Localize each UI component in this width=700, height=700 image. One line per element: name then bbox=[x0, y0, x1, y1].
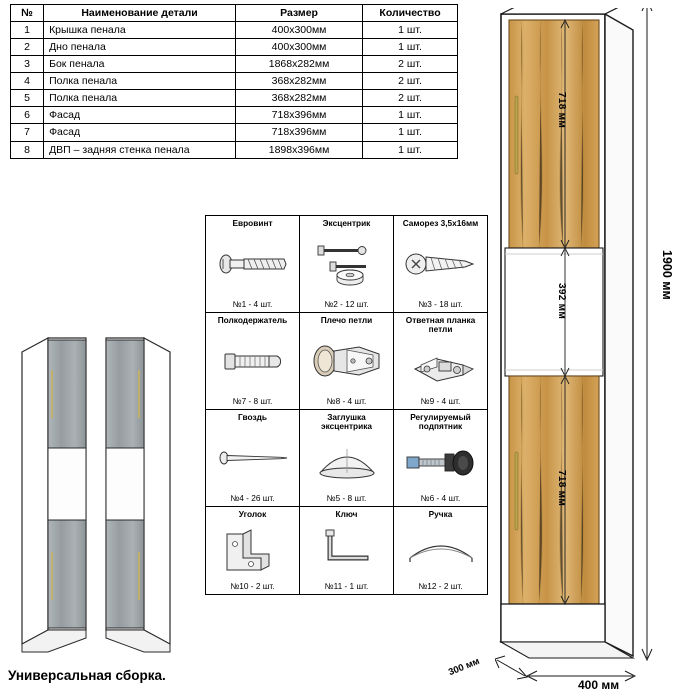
hardware-cell-hinge-arm bbox=[300, 313, 394, 410]
hardware-qty: №12 - 2 шт. bbox=[418, 580, 463, 591]
parts-table bbox=[10, 4, 458, 159]
hardware-title: Полкодержатель bbox=[217, 315, 288, 325]
hardware-cell-cam-cap bbox=[300, 410, 394, 507]
hardware-qty: №1 - 4 шт. bbox=[232, 298, 273, 309]
cell-number: 3 bbox=[11, 56, 44, 73]
self-tapping-screw-icon bbox=[396, 228, 485, 300]
adjustable-foot-icon bbox=[396, 431, 485, 494]
hardware-cell-hinge-plate bbox=[394, 313, 488, 410]
shelf-support-icon bbox=[208, 325, 297, 397]
cell-size: 718х396мм bbox=[236, 107, 363, 124]
cell-size: 718х396мм bbox=[236, 124, 363, 141]
cell-qty: 1 шт. bbox=[363, 39, 458, 56]
header-quantity: Количество bbox=[363, 5, 458, 22]
dimension-width-label: 400 мм bbox=[578, 678, 620, 692]
hardware-title: Гвоздь bbox=[238, 412, 267, 422]
dimension-lower-door bbox=[556, 470, 567, 511]
table-row bbox=[11, 22, 458, 39]
hardware-qty: №7 - 8 шт. bbox=[232, 395, 273, 406]
cell-size: 400х300мм bbox=[236, 39, 363, 56]
cell-name: Бок пенала bbox=[44, 56, 236, 73]
assembly-illustration bbox=[8, 330, 198, 660]
cell-name: Полка пенала bbox=[44, 90, 236, 107]
hardware-title: Евровинт bbox=[232, 218, 273, 228]
dimension-depth-label: 300 мм bbox=[447, 655, 482, 679]
hardware-qty: №8 - 4 шт. bbox=[326, 395, 367, 406]
hinge-plate-icon bbox=[396, 334, 485, 397]
cell-qty: 1 шт. bbox=[363, 22, 458, 39]
assembly-right-cabinet bbox=[106, 338, 170, 652]
hardware-title: Эксцентрик bbox=[322, 218, 371, 228]
hardware-cell-handle bbox=[394, 507, 488, 595]
cell-number: 7 bbox=[11, 124, 44, 141]
table-row bbox=[11, 56, 458, 73]
hardware-title: Саморез 3,5х16мм bbox=[402, 218, 479, 228]
cell-qty: 2 шт. bbox=[363, 90, 458, 107]
cam-lock-icon bbox=[302, 228, 391, 300]
table-row bbox=[11, 107, 458, 124]
hardware-cell-allen-key bbox=[300, 507, 394, 595]
hardware-cell-nail bbox=[206, 410, 300, 507]
cell-qty: 2 шт. bbox=[363, 73, 458, 90]
cell-name: Крышка пенала bbox=[44, 22, 236, 39]
table-row bbox=[11, 124, 458, 141]
hardware-qty: №3 - 18 шт. bbox=[418, 298, 463, 309]
handle-icon bbox=[396, 519, 485, 582]
cell-size: 1868х282мм bbox=[236, 56, 363, 73]
hardware-cell-self-tapping-screw bbox=[394, 216, 488, 313]
hardware-title: Ответная планка петли bbox=[405, 315, 476, 335]
cell-name: ДВП – задняя стенка пенала bbox=[44, 141, 236, 158]
hardware-cell-cam-lock bbox=[300, 216, 394, 313]
cell-number: 5 bbox=[11, 90, 44, 107]
cell-name: Фасад bbox=[44, 124, 236, 141]
cell-qty: 1 шт. bbox=[363, 124, 458, 141]
table-row bbox=[11, 39, 458, 56]
cell-qty: 1 шт. bbox=[363, 141, 458, 158]
cell-name: Фасад bbox=[44, 107, 236, 124]
cell-name: Полка пенала bbox=[44, 73, 236, 90]
hardware-title: Плечо петли bbox=[320, 315, 373, 325]
hardware-title: Ключ bbox=[335, 509, 358, 519]
table-row bbox=[11, 141, 458, 158]
hinge-arm-icon bbox=[302, 325, 391, 397]
cam-cap-icon bbox=[302, 431, 391, 494]
cell-number: 6 bbox=[11, 107, 44, 124]
cell-size: 400х300мм bbox=[236, 22, 363, 39]
assembly-left-cabinet bbox=[22, 338, 86, 652]
cell-number: 4 bbox=[11, 73, 44, 90]
dimension-lower-door-label: 718 мм bbox=[556, 470, 567, 507]
hardware-cell-adjustable-foot bbox=[394, 410, 488, 507]
cell-number: 8 bbox=[11, 141, 44, 158]
dimension-upper-door bbox=[556, 92, 567, 133]
hardware-qty: №11 - 1 шт. bbox=[324, 580, 369, 591]
hardware-qty: №5 - 8 шт. bbox=[326, 492, 367, 503]
hardware-grid-second bbox=[205, 506, 488, 595]
cell-size: 368х282мм bbox=[236, 73, 363, 90]
hardware-title: Уголок bbox=[238, 509, 267, 519]
hardware-qty: №4 - 26 шт. bbox=[230, 492, 275, 503]
hardware-cell-euro-screw bbox=[206, 216, 300, 313]
table-row bbox=[11, 73, 458, 90]
hardware-title: Ручка bbox=[428, 509, 453, 519]
allen-key-icon bbox=[302, 519, 391, 582]
hardware-qty: №9 - 4 шт. bbox=[420, 395, 461, 406]
cell-qty: 1 шт. bbox=[363, 107, 458, 124]
header-number: № bbox=[11, 5, 44, 22]
hardware-title: Заглушка эксцентрика bbox=[321, 412, 372, 432]
hardware-qty: №10 - 2 шт. bbox=[230, 580, 275, 591]
nail-icon bbox=[208, 422, 297, 494]
assembly-caption: Универсальная сборка. bbox=[8, 668, 166, 683]
cell-size: 1898х396мм bbox=[236, 141, 363, 158]
hardware-cell-shelf-support bbox=[206, 313, 300, 410]
cell-name: Дно пенала bbox=[44, 39, 236, 56]
euro-screw-icon bbox=[208, 228, 297, 300]
hardware-qty: №6 - 4 шт. bbox=[420, 492, 461, 503]
table-row bbox=[11, 90, 458, 107]
hardware-title: Регулируемый подпятник bbox=[410, 412, 471, 432]
cell-number: 2 bbox=[11, 39, 44, 56]
header-size: Размер bbox=[236, 5, 363, 22]
corner-bracket-icon bbox=[208, 519, 297, 582]
dimension-total-height-label: 1900 мм bbox=[660, 250, 674, 300]
cell-qty: 2 шт. bbox=[363, 56, 458, 73]
table-header-row bbox=[11, 5, 458, 22]
dimension-middle-section-label: 392 мм bbox=[556, 283, 567, 320]
header-name: Наименование детали bbox=[44, 5, 236, 22]
cell-number: 1 bbox=[11, 22, 44, 39]
hardware-qty: №2 - 12 шт. bbox=[324, 298, 369, 309]
dimension-middle-section bbox=[556, 283, 567, 324]
dimension-upper-door-label: 718 мм bbox=[556, 92, 567, 129]
hardware-cell-corner-bracket bbox=[206, 507, 300, 595]
cell-size: 368х282мм bbox=[236, 90, 363, 107]
hardware-grid bbox=[205, 215, 488, 507]
